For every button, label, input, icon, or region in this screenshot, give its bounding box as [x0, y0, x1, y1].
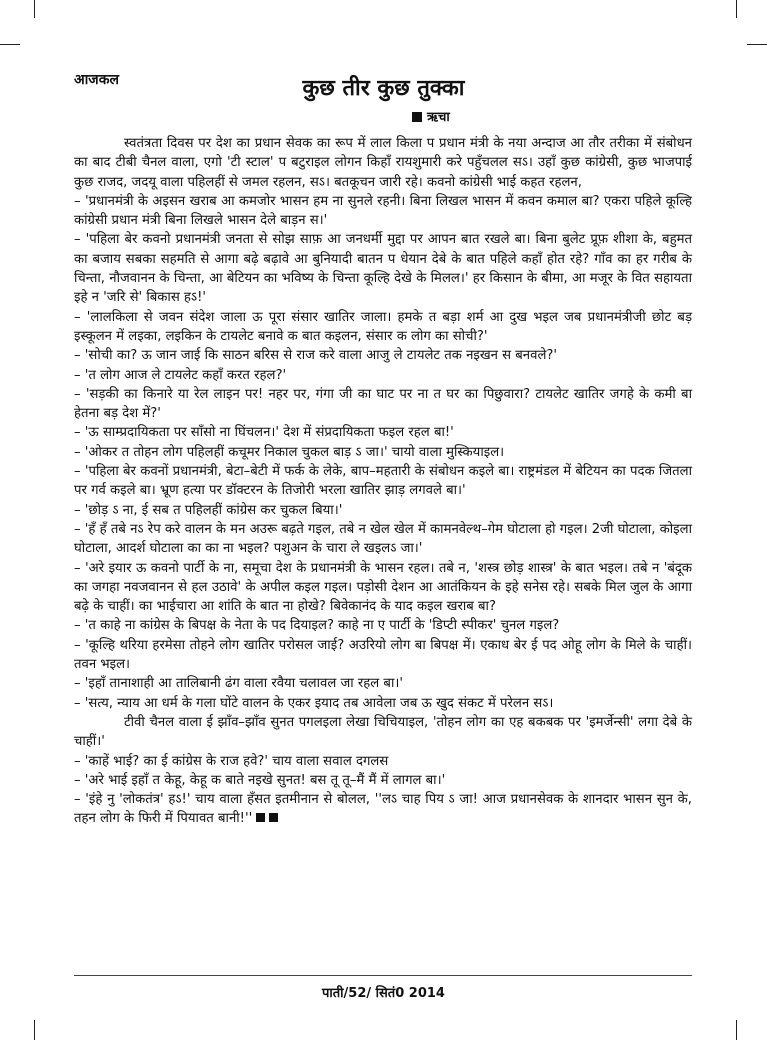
paragraph: – 'सड़की का किनारे या रेल लाइन पर! नहर पर, गंगा जी का घाट पर ना त घर का पिछुवारा? टायलेट खातिर जगहे के कमी बा हेतना बड़ देश में?'	[74, 386, 692, 422]
paragraph: – 'इहाँ तानाशाही आ तालिबानी ढंग वाला रवैया चलावल जा रहल बा।'	[74, 676, 403, 692]
section-label: आजकल	[74, 72, 119, 88]
paragraph: – 'सोची का? ऊ जान जाई कि साठन बरिस से राज करे वाला आजु ले टायलेट तक नइखन स बनवले?'	[74, 348, 558, 364]
footer-divider	[74, 975, 692, 976]
author-byline	[412, 107, 450, 125]
page-footer: पाती/52/ सितं0 2014	[322, 986, 445, 1001]
article-title: कुछ तीर कुछ तुक्का	[302, 76, 465, 101]
paragraph-final	[74, 790, 692, 829]
paragraph: – 'काहें भाई? का ई कांग्रेस के राज हवे?' चाय वाला सवाल दगलस	[74, 753, 389, 769]
paragraph: – 'ओकर त तोहन लोग पहिलहीं कचूमर निकाल चुकल बाड़ ऽ जा।' चायो वाला मुस्कियाइल।	[74, 444, 505, 460]
paragraph: – 'हँ हँ तबे नऽ रेप करे वालन के मन अउरू बढ़ते गइल, तबे न खेल खेल में कामनवेल्थ–गेम घोटाला हो गइल। 2जी घोटाला, कोइला घोटाला, आदर्श घोटाला का का ना भइल? पशुअन के चारा ले खइलऽ जा।'	[74, 521, 692, 557]
crop-mark-top-right	[736, 0, 737, 18]
article-body	[74, 134, 692, 829]
paragraph: स्वतंत्रता दिवस पर देश का प्रधान सेवक का रूप में लाल किला प प्रधान मंत्री के नया अन्दाज आ तौर तरीका में संबोधन का बाद टीबी चैनल वाला, एगो 'टी स्टाल' प बटुराइल लोगन किहाँ रायशुमारी करे पहुँचलल सऽ। उहाँ कुछ कांग्रेसी, कुछ भाजपाई कुछ राजद, जदयू वाला पहिलहीं से जमल रहलन, सऽ। बतकूचन जारी रहे। कवनो कांग्रेसी भाई कहत रहलन,	[74, 136, 692, 190]
paragraph: – 'लालकिला से जवन संदेश जाला ऊ पूरा संसार खातिर जाला। हमके त बड़ा शर्म आ दुख भइल जब प्रधानमंत्रीजी छोट बड़ इस्कूलन में लइका, लइकिन के टायलेट बनावे क बात कइलन, संसार क लोग का सोची?'	[74, 309, 692, 344]
paragraph: – 'त लोग आज ले टायलेट कहाँ करत रहल?'	[74, 367, 287, 383]
crop-mark-right-top	[747, 44, 767, 45]
paragraph: – 'पहिला बेर कवनो प्रधानमंत्री जनता से सोझ साफ़ आ जनधर्मी मुद्दा पर आपन बात रखले बा। बिना बुलेट प्रूफ़ शीशा के, बहुमत का बजाय सबका सहमति से आगा बढ़े बढ़ावे आ बुनियादी बातन प धेयान देबे के बात पहिले कहाँ होत रहे? गाँव का हर गरीब के चिन्ता, नौजवानन के चिन्ता, आ बेटियन का भविष्य के चिन्ता कूल्हि देखे के मिलल।' हर किसान के बीमा, आ मजूर के वित सहायता इहे न 'जरि से' बिकास हऽ!'	[74, 232, 692, 306]
final-text: – 'इंहे नु 'लोकतंत्र' हऽ!' चाय वाला हँसत इतमीनान से बोलल, ''लऽ चाह पिय ऽ जा! आज प्रधानसेवक के शानदार भासन सुन के, तहन लोग के फिरी में पियावत बानी!''	[74, 792, 692, 827]
paragraph: – 'त काहे ना कांग्रेस के बिपक्ष के नेता के पद दियाइल? काहे ना ए पार्टी के 'डिप्टी स्पीकर' चुनल गइल?	[74, 618, 560, 634]
end-square-icon	[256, 813, 265, 822]
crop-mark-top-left	[34, 0, 35, 18]
paragraph: – 'प्रधानमंत्री के अइसन खराब आ कमजोर भासन हम ना सुनले रहनी। बिना लिखल भासन में कवन कमाल बा? एकरा पहिले कूल्हि कांग्रेसी प्रधान मंत्री बिना लिखले भासन देले बाड़न स।'	[74, 193, 692, 229]
paragraph: – 'कूल्हि थरिया हरमेसा तोहने लोग खातिर परोसल जाई? अउरियो लोग बा बिपक्ष में। एकाध बेर ई पद ओहू लोग के मिले के चाहीं। तवन भइल।	[74, 637, 692, 673]
crop-mark-left-top	[0, 44, 20, 45]
crop-mark-bottom-right	[736, 1020, 737, 1040]
crop-mark-bottom-left	[34, 1020, 35, 1040]
paragraph: – 'पहिला बेर कवनों प्रधानमंत्री, बेटा–बेटी में फर्क के लेके, बाप–महतारी के संबोधन कइले बा। राष्ट्रमंडल में बेटियन का पदक जितला पर गर्व कइले बा। भ्रूण हत्या पर डॉक्टरन के तिजोरी भरला खातिर झाड़ लगवले बा।'	[74, 464, 692, 499]
end-square-icon	[269, 813, 278, 822]
paragraph: – 'सत्य, न्याय आ धर्म के गला घोंटे वालन के एकर इयाद तब आवेला जब ऊ खुद संकट में परेलन सऽ।	[74, 695, 554, 711]
paragraph: – 'अरे इयार ऊ कवनो पार्टी के ना, समूचा देश के प्रधानमंत्री के भासन रहल। तबे न, 'शस्त्र छोड़ शास्त्र' के बात भइल। तबे न 'बंदूक का जगहा नवजवानन से हल उठावे' के अपील कइल गइल। पड़ोसी देशन आ आतंकियन के इहे सनेस रहे। सबके मिल जुल के आगा बढ़े के चाहीं। का भाईचारा आ शांति के बात ना होखे? बिवेकानंद के याद कइल खराब बा?	[74, 560, 692, 615]
square-bullet-icon	[412, 112, 422, 122]
paragraph: टीवी चैनल वाला ई झाँव–झाँव सुनत पगलइला लेखा चिचियाइल, 'तोहन लोग का एह बकबक पर 'इमर्जेन्सी' लगा देबे के चाहीं।'	[74, 714, 692, 750]
paragraph: – 'ऊ साम्प्रदायिकता पर साँसो ना घिंचलन।' देश में संप्रदायिकता फइल रहल बा!'	[74, 425, 454, 441]
author-name: ऋचा	[427, 110, 450, 125]
paragraph: – 'छोड़ ऽ ना, ई सब त पहिलहीं कांग्रेस कर चुकल बिया।'	[74, 502, 343, 518]
paragraph: – 'अरे भाई इहाँ त केहू, केहू क बाते नइखे सुनत! बस तू तू–मैं मैं में लागल बा।'	[74, 772, 446, 788]
